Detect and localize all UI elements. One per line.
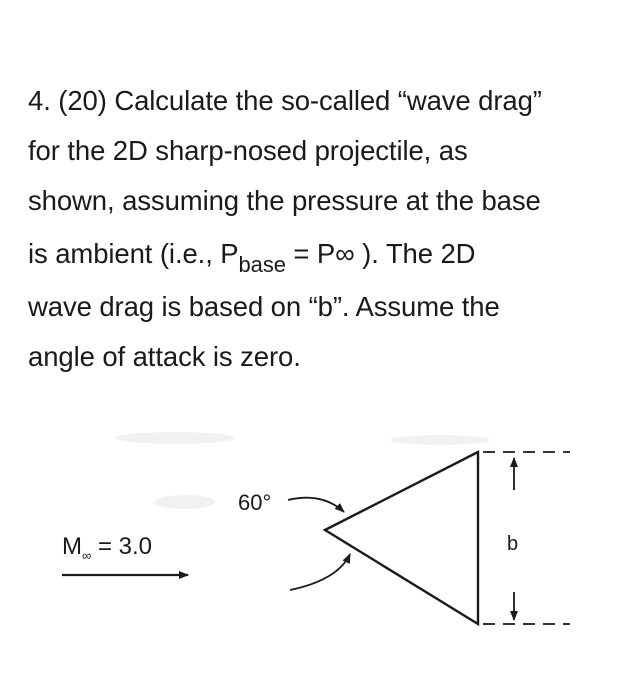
problem-line-5: wave drag is based on “b”. Assume the (28, 291, 500, 322)
problem-line-3: shown, assuming the pressure at the base (28, 185, 541, 216)
scan-smudge (155, 495, 215, 509)
wedge-projectile (325, 452, 478, 624)
wedge-angle-label: 60° (238, 490, 272, 515)
scan-smudge (390, 435, 490, 445)
problem-line-4 (28, 226, 618, 282)
upper-angle-arrow (288, 498, 344, 512)
mach-label: $M_\infty = 3.0$ (62, 533, 152, 563)
projectile-figure (0, 430, 632, 670)
problem-line-4-suffix: = P∞ ). The 2D (285, 238, 476, 269)
problem-line-4-prefix: is ambient (i.e., P (28, 238, 239, 269)
pressure-base-subscript: base (238, 252, 286, 277)
scan-smudge (115, 432, 235, 444)
base-dimension-label: b (507, 533, 519, 555)
problem-statement (28, 76, 618, 382)
problem-line-1: 4. (20) Calculate the so-called “wave drag” (28, 85, 542, 116)
problem-line-2: for the 2D sharp-nosed projectile, as (28, 135, 468, 166)
problem-line-6: angle of attack is zero. (28, 341, 301, 372)
projectile-diagram (0, 430, 632, 670)
lower-angle-arrow (290, 554, 350, 590)
